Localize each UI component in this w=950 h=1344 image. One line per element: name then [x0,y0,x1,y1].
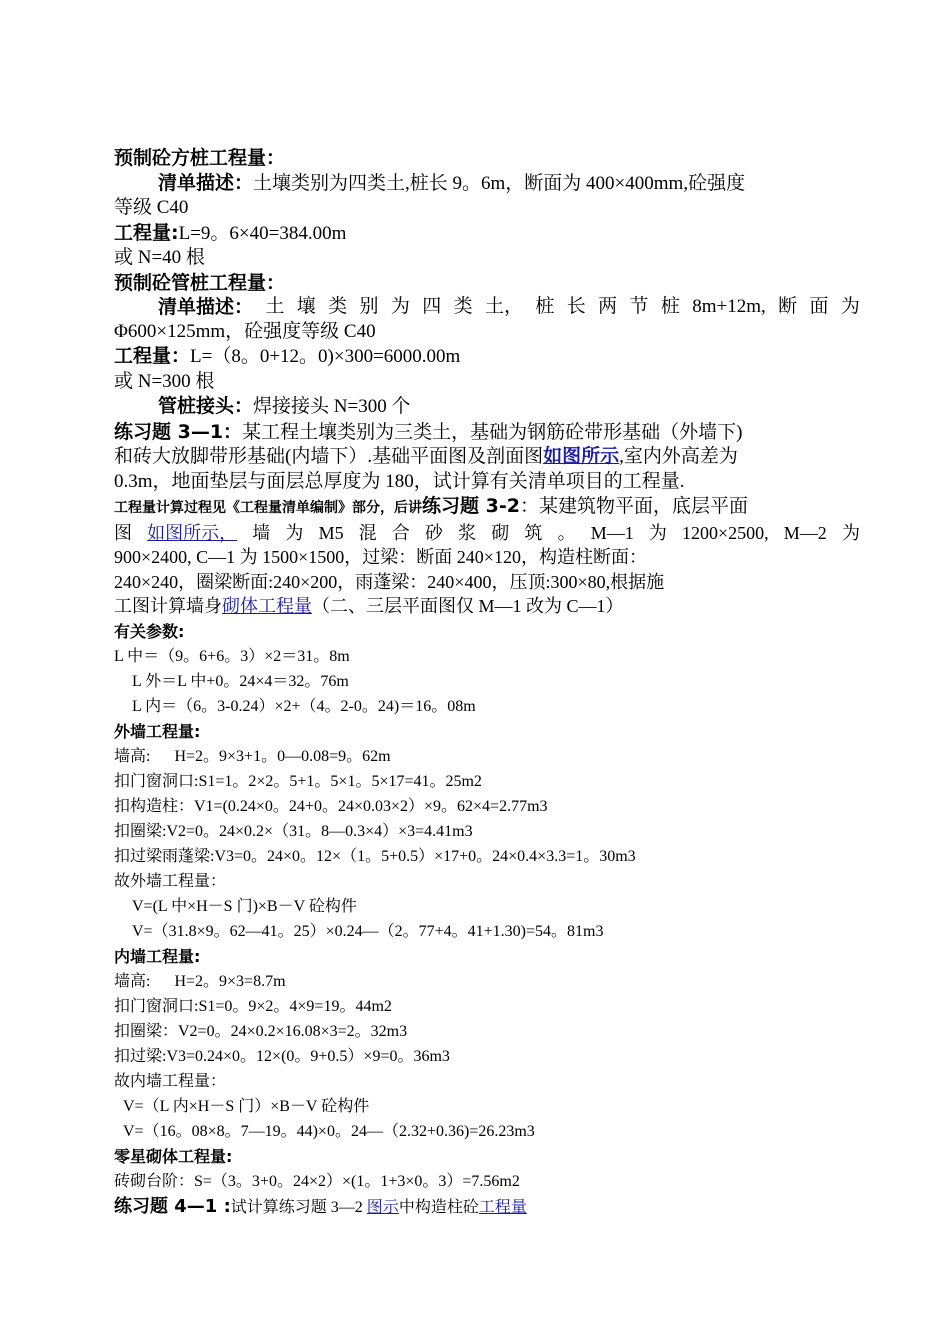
exercise-text: 某工程土壤类别为三类土，基础为钢筋砼带形基础（外墙下) [242,421,743,443]
outer-wall-result: V=（31.8×9。62—41。25）×0.24—（2。77+4。41+1.30)=54。81m3 [132,922,604,940]
word: 土 [265,296,285,317]
word: 面 [809,296,829,317]
inner-wall-title: 内墙工程量: [114,946,201,966]
exercise-3-2-line4: 240×240，圈梁断面:240×200，雨蓬梁：240×400，压顶:300×80,根据施 [114,571,665,592]
inner-wall-result: V=（16。08×8。7—19。44)×0。24—（2.32+0.36)=26.23m3 [123,1122,535,1140]
word: 别 [359,296,379,317]
label: 墙高: [114,972,151,990]
word: 类 [453,296,473,317]
exercise-3-2-line3: 900×2400, C—1 为 1500×1500，过梁：断面 240×120，构造柱断面： [114,547,647,567]
pipe-pile-description-cont: Φ600×125mm，砼强度等级 C40 [114,320,376,342]
square-pile-description [114,171,860,197]
inner-wall-ring-beam: 扣圈梁：V2=0。24×0.2×16.08×3=2。32m3 [114,1022,408,1040]
misc-masonry-title: 零星砌体工程量: [114,1146,233,1166]
param-l-mid: L 中＝（9。6+6。3）×2＝31。8m [114,647,350,665]
word: 土， [485,296,524,317]
misc-masonry-steps: 砖砌台阶：S=（3。3+0。24×2）×(1。1+3×0。3）=7.56m2 [114,1172,520,1190]
exercise-3-2-line1 [114,494,860,521]
square-pile-count: 或 N=40 根 [114,247,205,268]
outer-wall-title: 外墙工程量: [114,721,201,741]
exercise-3-2-line2 [114,521,860,546]
exercise-text: 中构造柱砼 [398,1198,479,1216]
word: M5 [318,522,344,543]
value: H=2。9×3+1。0—0.08=9。62m [174,747,391,765]
word: 节 [629,296,649,317]
word: 图 [114,522,132,543]
document-page [114,146,860,1220]
masonry-link[interactable]: 砌体工程量 [222,596,312,616]
param-l-inner: L 内＝（6。3-0.24）×2+（4。2-0。24)＝16。08m [132,697,476,715]
param-l-outer: L 外＝L 中+0。24×4＝32。76m [132,672,349,690]
figure-link[interactable]: 图示 [366,1198,399,1216]
figure-link[interactable]: 如图所示 [543,446,620,467]
joint-label: 管桩接头： [158,395,254,417]
exercise-pre: 工程量计算过程见《工程量清单编制》部分，后讲 [114,500,422,516]
word: 类 [328,296,348,317]
word: 合 [391,522,410,543]
inner-wall-openings: 扣门窗洞口:S1=0。9×2。4×9=19。44m2 [114,997,392,1015]
inner-wall-formula: V=（L 内×H－S 门）×B－V 砼构件 [123,1097,370,1115]
word: 为 [841,522,860,543]
word: 壤 [296,296,316,317]
pipe-pile-count: 或 N=300 根 [114,370,215,392]
exercise-text: ,室内外高差为 [619,446,738,467]
qty-label: 工程量: [114,221,179,244]
exercise-4-1 [114,1194,860,1220]
exercise-3-2-line5 [114,594,860,619]
word: 砂 [425,522,443,543]
word: 浆 [458,522,477,543]
exercise-label: 练习题 3-2 [422,495,520,517]
word: 桩 [535,296,555,317]
joint-text: 焊接接头 N=300 个 [253,396,411,417]
word: 8m+12m, [692,296,766,317]
outer-wall-formula: V=(L 中×H－S 门)×B－V 砼构件 [132,897,357,915]
exercise-text: 工图计算墙身 [114,596,222,616]
inner-wall-height [114,969,860,994]
value: H=2。9×3=8.7m [174,972,286,990]
inner-wall-sum-label: 故内墙工程量： [114,1072,227,1090]
desc-text: 土壤类别为四类土,桩长 9。6m，断面为 400×400mm,砼强度 [253,172,746,194]
word: 为 [390,296,410,317]
word: 两 [598,296,618,317]
square-pile-quantity [114,221,860,247]
word: 1200×2500, [682,522,769,543]
outer-wall-openings: 扣门窗洞口:S1=1。2×2。5+1。5×1。5×17=41。25m2 [114,772,482,790]
word: 砌 [491,522,510,543]
word: 断 [778,296,798,317]
desc-label: 清单描述： [158,296,254,318]
square-pile-description-cont: 等级 C40 [114,197,189,218]
exercise-3-1-line2 [114,445,860,470]
exercise-text: ：某建筑物平面，底层平面 [519,496,748,517]
word: M—2 [783,522,827,543]
outer-wall-ring-beam: 扣圈梁:V2=0。24×0.2×（31。8—0.3×4）×3=4.41m3 [114,822,473,840]
pipe-pile-joint [114,394,860,420]
desc-label: 清单描述： [158,171,254,194]
word: 墙 [252,522,271,543]
qty-text: L=9。6×40=384.00m [178,222,347,244]
inner-wall-lintel: 扣过梁:V3=0.24×0。12×(0。9+0.5）×9=0。36m3 [114,1047,450,1065]
word: 为 [840,296,860,317]
outer-wall-columns: 扣构造柱：V1=(0.24×0。24+0。24×0.03×2）×9。62×4=2.77m3 [114,797,548,815]
section-title-pipe-pile: 预制砼管桩工程量： [114,271,286,294]
exercise-text: 和砖大放脚带形基础(内墙下）.基础平面图及剖面图 [114,446,544,467]
params-title: 有关参数: [114,621,185,641]
label: 墙高: [114,747,151,765]
exercise-label: 练习题 3—1： [114,420,243,443]
word: 筑 [524,522,543,543]
exercise-label: 练习题 4—1 : [114,1195,231,1217]
word: 混 [358,522,377,543]
pipe-pile-description [114,295,860,320]
outer-wall-lintel: 扣过梁雨蓬梁:V3=0。24×0。12×（1。5+0.5）×17+0。24×0.4×3.3=1。30m3 [114,847,636,865]
quantity-link[interactable]: 工程量 [478,1198,527,1216]
word: 为 [648,522,667,543]
word: 长 [566,296,586,317]
qty-text: L=（8。0+12。0)×300=6000.00m [190,346,461,367]
word: M—1 [590,522,634,543]
outer-wall-height [114,744,860,769]
qty-label: 工程量： [114,345,191,367]
word: 四 [422,296,442,317]
exercise-text: 试计算练习题 3—2 [230,1198,367,1216]
word: 桩 [660,296,680,317]
exercise-3-1-line3: 0.3m，地面垫层与面层总厚度为 180，试计算有关清单项目的工程量. [114,470,685,492]
figure-link[interactable]: 如图所示， [147,522,238,543]
outer-wall-sum-label: 故外墙工程量： [114,872,227,890]
exercise-text: （二、三层平面图仅 M—1 改为 C—1） [312,596,624,616]
word: 为 [285,522,304,543]
exercise-3-1-line1 [114,420,860,446]
word: 。 [557,522,576,543]
pipe-pile-quantity [114,344,860,370]
section-title-square-pile: 预制砼方桩工程量： [114,147,286,169]
